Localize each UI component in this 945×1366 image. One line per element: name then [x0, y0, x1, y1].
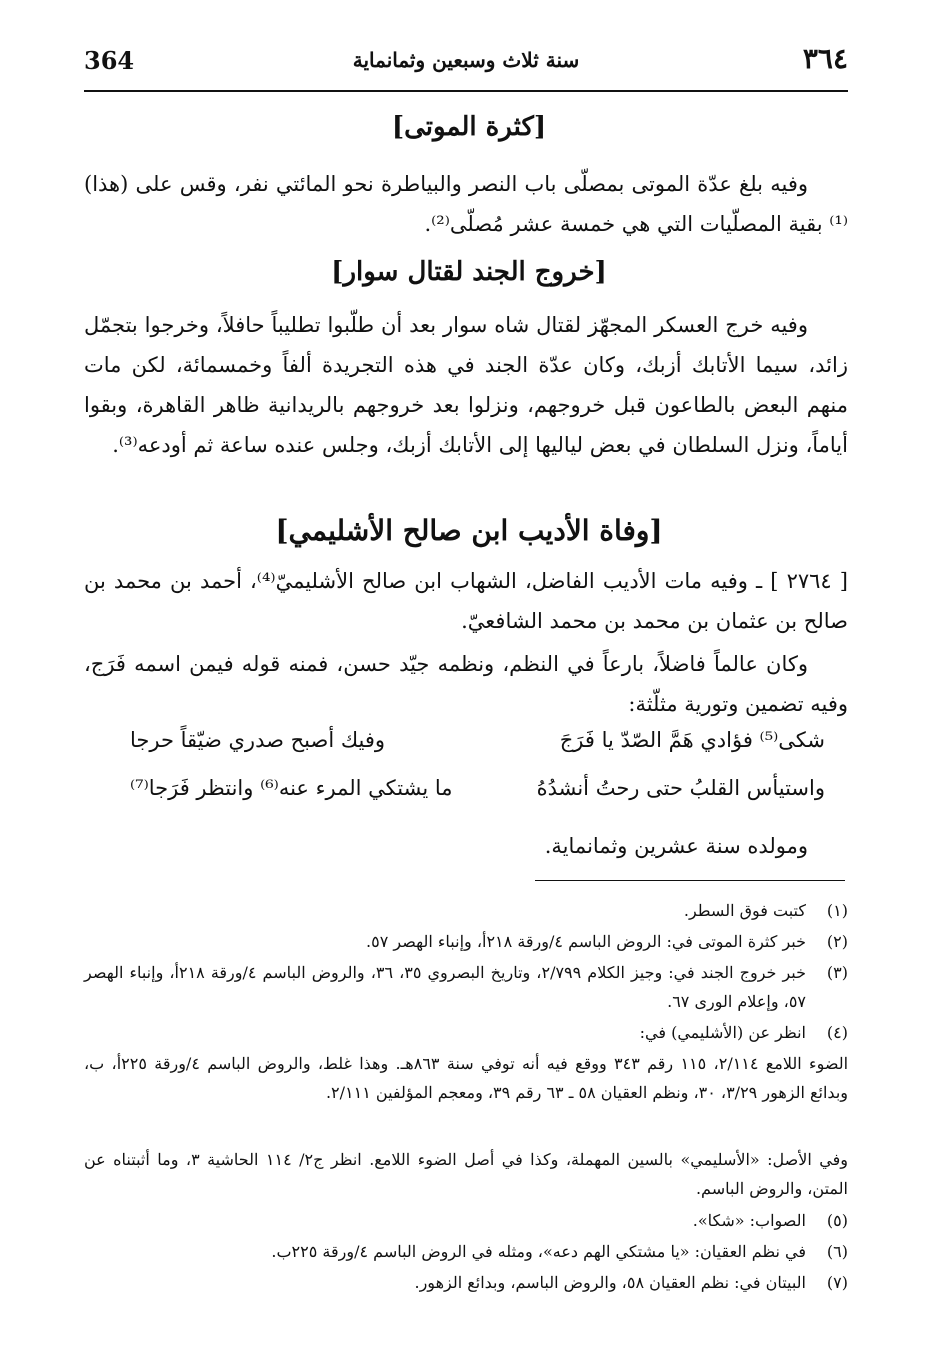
footnote-number: (٧)	[826, 1273, 848, 1292]
section-heading: [كثرة الموتى]	[391, 112, 547, 142]
footnote-continuation	[84, 1145, 848, 1203]
footnote-number: (٦)	[826, 1242, 848, 1261]
header-rule	[84, 90, 848, 92]
footnote-text: الصواب: «شكا».	[692, 1211, 806, 1230]
footnote	[84, 927, 848, 956]
section-heading: [خروج الجند لقتال سوار]	[331, 257, 607, 287]
footnote-text: كتبت فوق السطر.	[683, 901, 806, 920]
footnote	[84, 1237, 848, 1266]
verse-hemistich-second: ما يشتكي المرء عنه⁽⁶⁾ وانتظر فَرَجا⁽⁷⁾	[130, 776, 453, 800]
footnote-text: في نظم العقيان: «يا مشتكي الهم دعه»، ومثله في الروض الباسم ٤/ورقة ٢٢٥ب.	[271, 1242, 806, 1261]
running-title: سنة ثلاث وسبعين وثمانماية	[352, 48, 580, 72]
footnote-text: الضوء اللامع ٢/١١٤، ١١٥ رقم ٣٤٣ ووقع فيه أنه توفي سنة ٨٦٣هـ. وهذا غلط، والروض الباسم ٤/ورقة ٢٢٥أ، ب، وبدائع الزهور ٣/٢٩، ٣٠، ونظم العقيان ٥٨ ـ ٦٣ رقم ٣٩، ومعجم المؤلفين ٢/١١١.	[84, 1054, 849, 1102]
paragraph: وفيه خرج العسكر المجهّز لقتال شاه سوار بعد أن طلّبوا تطليباً حافلاً، وخرجوا بتجمّل زائد، سيما الأتابك أزبك، وكان عدّة الجند في هذه التجريدة ألفاً وخمسمائة، لكن مات منهم البعض بالطاعون قبل خروجهم، ونزلوا بعد خروجهم بالريدانية ظاهر القاهرة، وبقوا أياماً، ونزل السلطان في بعض لياليها إلى الأتابك أزبك، وجلس عنده ساعة ثم أودعه⁽³⁾.	[84, 313, 848, 457]
page-number-latin: 364	[84, 46, 135, 75]
footnote-number: (١)	[826, 901, 848, 920]
page-header	[84, 40, 848, 100]
footnote-number: (٥)	[826, 1211, 848, 1230]
footnote-text: البيتان في: نظم العقيان ٥٨، والروض الباسم، وبدائع الزهور.	[414, 1273, 806, 1292]
footnote	[84, 1206, 848, 1235]
footnote	[84, 1268, 848, 1297]
verse-hemistich-second: وفيك أصبح صدري ضيّقاً حرجا	[130, 728, 386, 752]
page-number-arabic: ٣٦٤	[802, 42, 848, 75]
footnote-number: (٣)	[826, 963, 848, 982]
footnote-text: وفي الأصل: «الأسليمي» بالسين المهملة، وكذا في أصل الضوء اللامع. انظر ج٢/ ١١٤ الحاشية ٣، وما أثبتناه عن المتن، والروض الباسم.	[84, 1150, 848, 1198]
footnote	[84, 958, 848, 1016]
paragraph: وفيه بلغ عدّة الموتى بمصلّى باب النصر والبياطرة نحو المائتي نفر، وقس على (هذا)⁽¹⁾ بقية المصلّيات التي هي خمسة عشر مُصلّى⁽²⁾.	[84, 172, 848, 236]
verse-hemistich-first: واستيأس القلبُ حتى رحتُ أنشدُهُ	[536, 776, 825, 800]
verse-hemistich-first: شكى⁽⁵⁾ فؤادي هَمَّ الصّدّ يا فَرَجَ	[559, 728, 825, 752]
footnote-number: (٢)	[826, 932, 848, 951]
footnote	[84, 1018, 848, 1047]
footnote-number: (٤)	[826, 1023, 848, 1042]
paragraph: وكان عالماً فاضلاً، بارعاً في النظم، ونظمه جيّد حسن، فمنه قوله فيمن اسمه فَرَج، وفيه تضمين وتورية مثلّثة:	[84, 652, 848, 716]
footnote-text: انظر عن (الأشليمي) في:	[639, 1023, 806, 1042]
footnote-rule	[535, 880, 845, 881]
verse-line	[130, 776, 825, 816]
footnote	[84, 896, 848, 925]
section-heading: [وفاة الأديب ابن صالح الأشليمي]	[275, 514, 663, 547]
verse-line	[130, 728, 825, 768]
footnote-text: خبر كثرة الموتى في: الروض الباسم ٤/ورقة ٢١٨أ، وإنباء الهصر ٥٧.	[366, 932, 806, 951]
footnote-text: خبر خروج الجند في: وجيز الكلام ٢/٧٩٩، وتاريخ البصروي ٣٥، ٣٦، والروض الباسم ٤/ورقة ٢١٨أ، وإنباء الهصر ٥٧، وإعلام الورى ٦٧.	[84, 963, 807, 1011]
closing-line: ومولده سنة عشرين وثمانماية.	[544, 834, 808, 858]
biography-entry: [ ٢٧٦٤ ] ـ وفيه مات الأديب الفاضل، الشهاب ابن صالح الأشليميّ⁽⁴⁾، أحمد بن محمد بن صالح بن عثمان بن محمد بن محمد الشافعيّ.	[84, 569, 849, 633]
footnote-continuation	[84, 1049, 848, 1107]
